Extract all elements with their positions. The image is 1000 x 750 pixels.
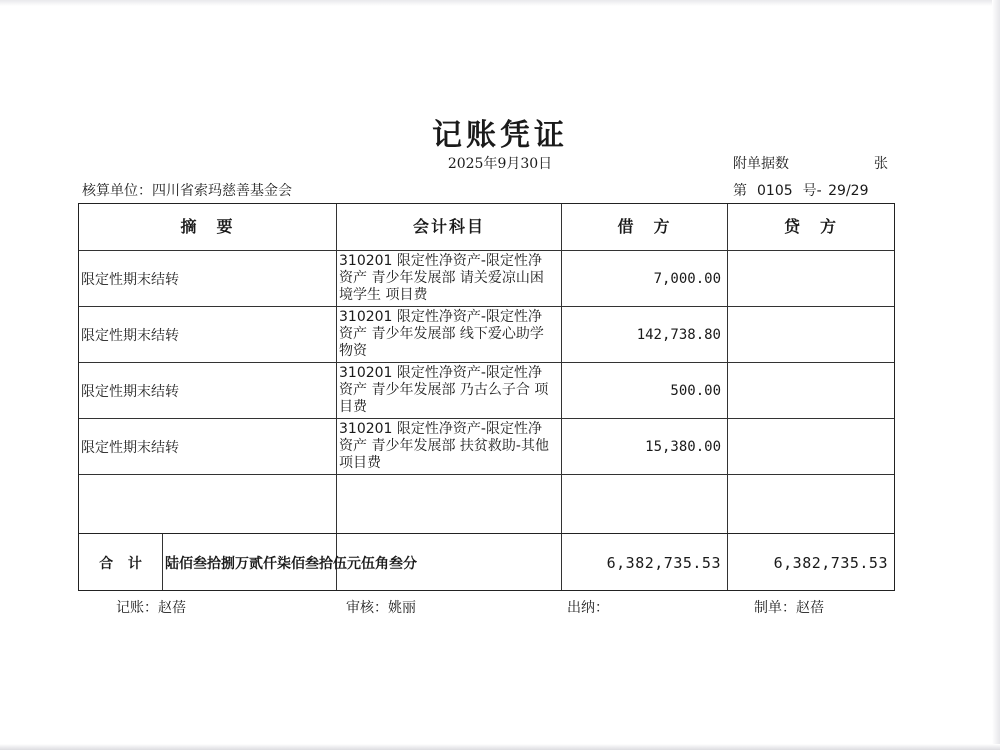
row-4-credit <box>728 419 894 474</box>
row-2-credit <box>728 307 894 362</box>
attachments-label: 附单据数 <box>733 156 789 172</box>
row-3-summary: 限定性期末结转 <box>81 383 179 400</box>
row-5-summary <box>79 475 336 533</box>
row-5-subject <box>337 475 561 533</box>
row-3-subject: 310201 限定性净资产-限定性净资产 青少年发展部 乃古么子合 项目费 <box>339 365 549 415</box>
total-amount-in-words: 陆佰叁拾捌万贰仟柒佰叁拾伍元伍角叁分 <box>165 555 417 572</box>
row-4-debit: 15,380.00 <box>645 438 721 455</box>
row-3-debit: 500.00 <box>670 382 721 399</box>
header-credit: 贷 方 <box>783 217 838 236</box>
row-5-credit <box>728 475 894 533</box>
row-2-summary: 限定性期末结转 <box>81 327 179 344</box>
header-summary: 摘 要 <box>180 217 235 236</box>
row-5-debit <box>562 475 727 533</box>
signature-reviewer: 审核：姚丽 <box>346 600 416 616</box>
row-4-subject: 310201 限定性净资产-限定性净资产 青少年发展部 扶贫救助-其他 项目费 <box>339 421 549 471</box>
attachments-unit: 张 <box>874 156 888 172</box>
row-1-debit: 7,000.00 <box>653 270 721 287</box>
scan-edge-top <box>0 0 1000 6</box>
grid-line <box>79 533 894 534</box>
row-2-subject: 310201 限定性净资产-限定性净资产 青少年发展部 线下爱心助学 物资 <box>339 309 544 359</box>
voucher-number-prefix: 第 <box>733 183 747 199</box>
accounting-unit: 核算单位：四川省索玛慈善基金会 <box>82 183 292 199</box>
header-subject: 会计科目 <box>412 217 485 236</box>
row-1-credit <box>728 251 894 306</box>
voucher-date: 2025年9月30日 <box>447 156 553 172</box>
row-3-credit <box>728 363 894 418</box>
row-1-subject: 310201 限定性净资产-限定性净资产 青少年发展部 请关爱凉山困境学生 项目费 <box>339 253 544 303</box>
signature-preparer: 制单：赵蓓 <box>754 600 824 616</box>
voucher-number-value: 0105 <box>757 183 793 199</box>
signature-cashier: 出纳： <box>567 600 609 616</box>
header-debit: 借 方 <box>617 217 672 236</box>
row-4-summary: 限定性期末结转 <box>81 439 179 456</box>
signature-bookkeeper: 记账：赵蓓 <box>116 600 186 616</box>
row-1-summary: 限定性期末结转 <box>81 271 179 288</box>
total-debit: 6,382,735.53 <box>606 553 721 572</box>
row-2-debit: 142,738.80 <box>636 326 721 343</box>
total-credit: 6,382,735.53 <box>773 553 888 572</box>
voucher-table <box>78 203 895 591</box>
voucher-title: 记账凭证 <box>432 118 568 153</box>
total-label: 合 计 <box>99 555 142 572</box>
voucher-number-suffix: 号- 29/29 <box>802 183 869 199</box>
scan-edge-bottom <box>0 744 1000 750</box>
voucher-number <box>733 180 869 200</box>
